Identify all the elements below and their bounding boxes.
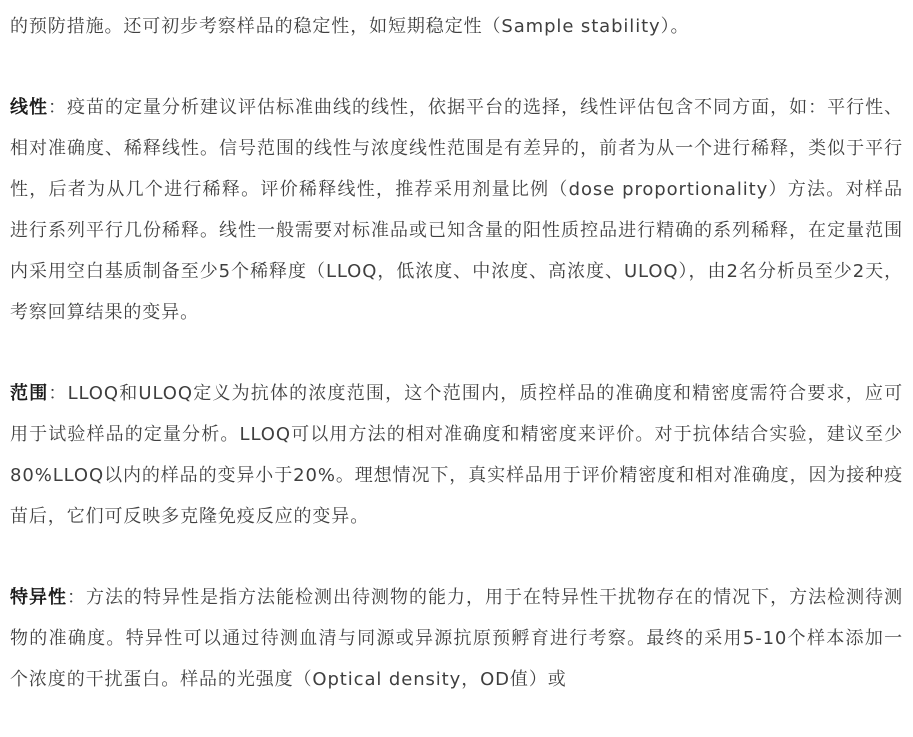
paragraph-text: 的预防措施。还可初步考察样品的稳定性，如短期稳定性（Sample stability）。 [10,16,690,37]
paragraph-spacer [10,333,903,373]
term-linearity: 线性 [10,97,49,118]
paragraph-text: ：疫苗的定量分析建议评估标准曲线的线性，依据平台的选择，线性评估包含不同方面，如：平行性、相对准确度、稀释线性。信号范围的线性与浓度线性范围是有差异的，前者为从一个进行稀释，类似于平行性，后者为从几个进行稀释。评价稀释线性，推荐采用剂量比例（dose proportionality）方法。对样品进行系列平行几份稀释。线性一般需要对标准品或已知含量的阳性质控品进行精确的系列稀释，在定量范围内采用空白基质制备至少5个稀释度（LLOQ，低浓度、中浓度、高浓度、ULOQ），由2名分析员至少2天，考察回算结果的变异。 [10,97,903,323]
paragraph-stability-intro [10,6,903,47]
term-range: 范围 [10,383,49,404]
paragraph-specificity [10,577,903,700]
paragraph-text: ：LLOQ和ULOQ定义为抗体的浓度范围，这个范围内，质控样品的准确度和精密度需符合要求，应可用于试验样品的定量分析。LLOQ可以用方法的相对准确度和精密度来评价。对于抗体结合实验，建议至少80%LLOQ以内的样品的变异小于20%。理想情况下，真实样品用于评价精密度和相对准确度，因为接种疫苗后，它们可反映多克隆免疫反应的变异。 [10,383,903,527]
paragraph-text: ：方法的特异性是指方法能检测出待测物的能力，用于在特异性干扰物存在的情况下，方法检测待测物的准确度。特异性可以通过待测血清与同源或异源抗原预孵育进行考察。最终的采用5-10个样本添加一个浓度的干扰蛋白。样品的光强度（Optical density，OD值）或 [10,587,903,690]
paragraph-spacer [10,47,903,87]
paragraph-linearity [10,87,903,333]
paragraph-spacer [10,537,903,577]
term-specificity: 特异性 [10,587,68,608]
paragraph-range [10,373,903,537]
